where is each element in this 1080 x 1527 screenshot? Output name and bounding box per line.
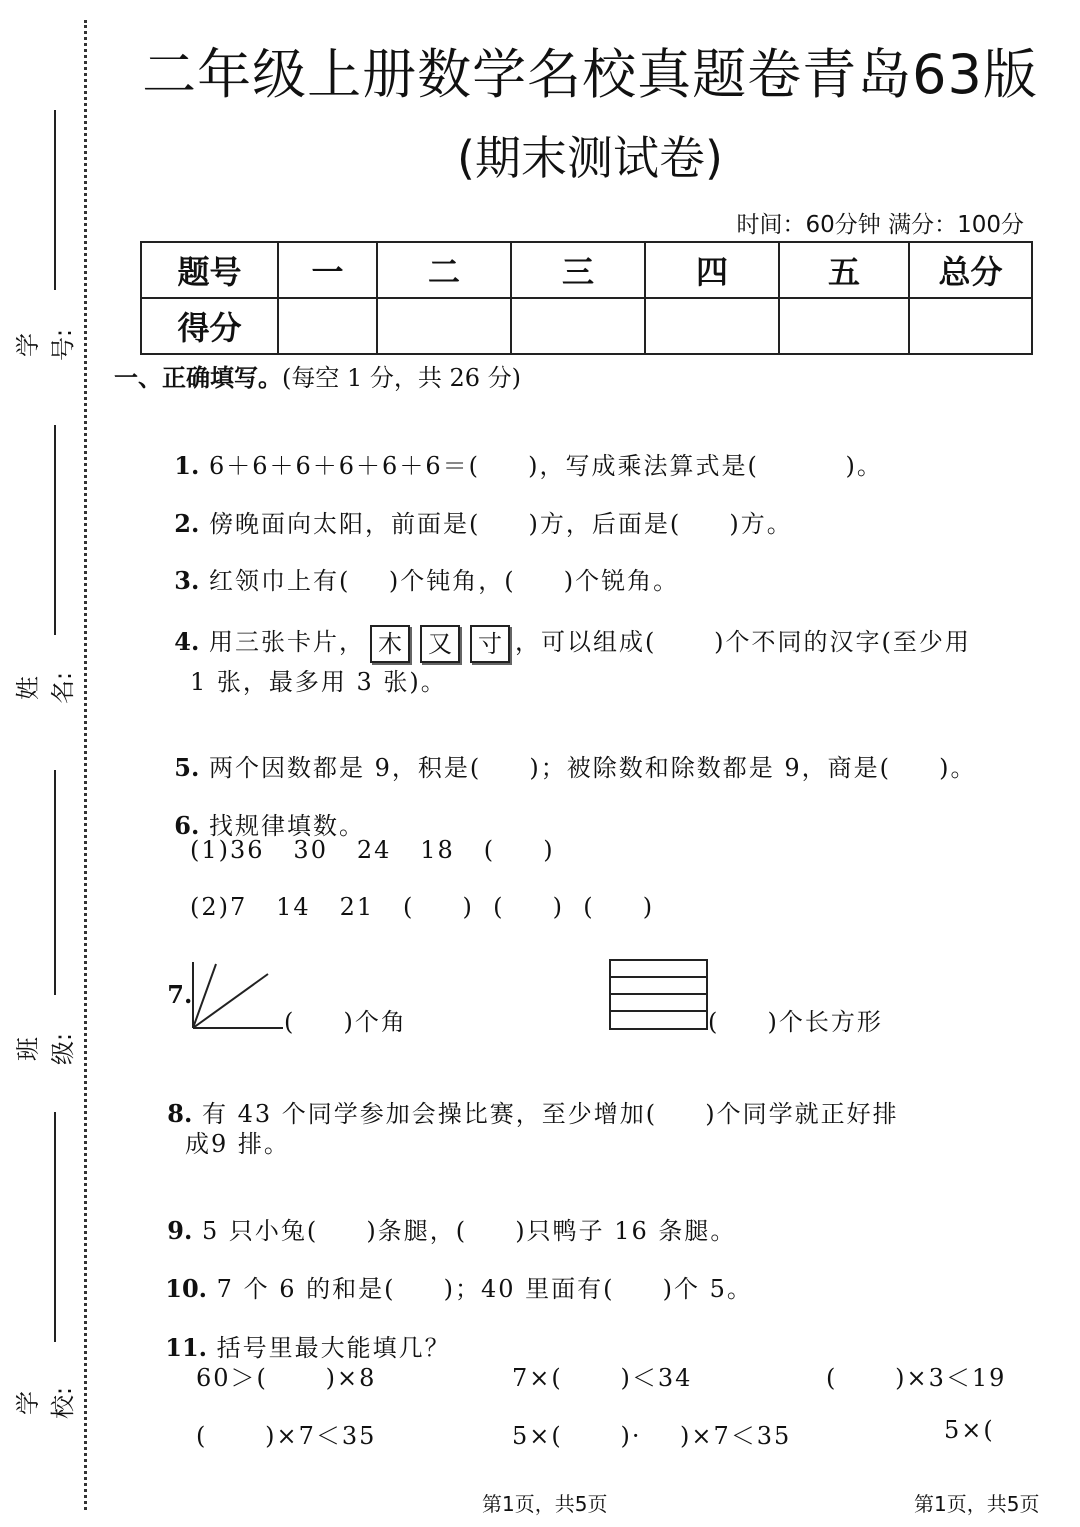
header-cell-1: 一 xyxy=(278,242,377,298)
question-number: 3. xyxy=(174,566,200,595)
question-2 xyxy=(155,476,793,539)
q11-item: ( )×7＜35 xyxy=(196,1422,377,1450)
header-cell-5: 五 xyxy=(779,242,909,298)
question-4-line2: 1 张，最多用 3 张)。 xyxy=(190,668,447,696)
question-text: 傍晚面向太阳，前面是( )方，后面是( )方。 xyxy=(208,510,793,538)
score-row-label: 得分 xyxy=(141,298,278,354)
question-text: 用三张卡片， xyxy=(208,628,365,656)
class-line xyxy=(54,770,56,995)
question-1 xyxy=(155,418,883,481)
question-number: 11. xyxy=(165,1333,208,1362)
question-text-cont: ，可以组成( )个不同的汉字(至少用 xyxy=(514,628,971,656)
question-text: 括号里最大能填几？ xyxy=(216,1334,451,1362)
question-number: 5. xyxy=(174,753,200,782)
question-number: 9. xyxy=(167,1216,193,1245)
angle-ray-mid2 xyxy=(193,974,268,1028)
question-8-line2: 成9 排。 xyxy=(185,1130,290,1158)
question-number: 7. xyxy=(167,980,193,1009)
question-8 xyxy=(148,1066,899,1129)
header-cell-total: 总分 xyxy=(909,242,1032,298)
class-label: 班级: xyxy=(14,1032,77,1066)
question-number: 6. xyxy=(174,811,200,840)
student-no-line xyxy=(54,110,56,290)
question-number: 4. xyxy=(174,627,200,656)
score-cell[interactable] xyxy=(377,298,511,354)
card-you: 又 xyxy=(420,625,460,663)
question-text: 5 只小兔( )条腿，( )只鸭子 16 条腿。 xyxy=(201,1217,737,1245)
question-number: 1. xyxy=(174,451,200,480)
section-heading xyxy=(114,358,521,393)
question-text: 有 43 个同学参加会操比赛，至少增加( )个同学就正好排 xyxy=(201,1100,899,1128)
school-label: 学校: xyxy=(14,1386,77,1420)
student-no-label: 学号: xyxy=(14,328,77,362)
card-mu: 木 xyxy=(370,625,410,663)
question-4 xyxy=(155,594,971,663)
header-cell-2: 二 xyxy=(377,242,511,298)
question-text: 找规律填数。 xyxy=(208,812,365,840)
school-field xyxy=(0,1112,80,1420)
header-cell-3: 三 xyxy=(511,242,645,298)
page-title: 二年级上册数学名校真题卷青岛63版 xyxy=(142,43,1038,106)
q11-item: 60＞( )×8 xyxy=(196,1364,377,1392)
question-11 xyxy=(146,1300,451,1363)
question-7-rect-text: ( )个长方形 xyxy=(708,1008,883,1036)
question-9 xyxy=(148,1183,736,1246)
page-footer-left: 第1页，共5页 xyxy=(482,1492,608,1516)
question-text: 6＋6＋6＋6＋6＋6＝( )，写成乘法算式是( )。 xyxy=(208,452,883,480)
page-subtitle: (期末测试卷) xyxy=(457,131,723,185)
name-line xyxy=(54,425,56,635)
angle-figure xyxy=(188,958,288,1034)
question-6-sub1: (1)36 30 24 18 ( ) xyxy=(190,836,555,864)
rectangle-figure xyxy=(608,958,710,1032)
question-number: 10. xyxy=(165,1274,208,1303)
header-cell-4: 四 xyxy=(645,242,779,298)
card-cun: 寸 xyxy=(470,625,510,663)
class-field xyxy=(0,770,80,1070)
question-text: 红领巾上有( )个钝角，( )个锐角。 xyxy=(208,567,680,595)
score-cell[interactable] xyxy=(779,298,909,354)
section-title: 一、正确填写。 xyxy=(114,363,282,392)
school-line xyxy=(54,1112,56,1342)
score-table-header-row xyxy=(141,242,1032,298)
score-table-score-row xyxy=(141,298,1032,354)
question-6-sub2: (2)7 14 21 ( ) ( ) ( ) xyxy=(190,893,655,921)
score-table xyxy=(140,241,1033,355)
binding-dotted-line xyxy=(84,20,87,1510)
exam-info: 时间：60分钟 满分：100分 xyxy=(736,212,1024,238)
q11-item: 5×( )· )×7＜35 xyxy=(512,1422,792,1450)
q11-item: 5×( xyxy=(944,1416,995,1444)
question-number: 2. xyxy=(174,509,200,538)
q11-item: 7×( )＜34 xyxy=(512,1364,693,1392)
name-label: 姓名: xyxy=(14,671,77,705)
section-note: (每空 1 分，共 26 分) xyxy=(282,364,522,392)
question-number: 8. xyxy=(167,1099,193,1128)
score-cell[interactable] xyxy=(909,298,1032,354)
question-5 xyxy=(155,720,977,783)
question-10 xyxy=(146,1241,753,1304)
page-footer-right: 第1页，共5页 xyxy=(914,1492,1040,1516)
question-6 xyxy=(155,778,365,841)
question-7 xyxy=(148,952,192,1009)
question-7-angle-text: ( )个角 xyxy=(284,1008,407,1036)
header-cell-label: 题号 xyxy=(141,242,278,298)
score-cell[interactable] xyxy=(511,298,645,354)
name-field xyxy=(0,425,80,705)
score-cell[interactable] xyxy=(278,298,377,354)
student-no-field xyxy=(0,110,80,370)
angle-ray-mid1 xyxy=(193,964,216,1028)
question-text: 两个因数都是 9，积是( )；被除数和除数都是 9，商是( )。 xyxy=(208,754,977,782)
score-cell[interactable] xyxy=(645,298,779,354)
question-3 xyxy=(155,533,679,596)
q11-item: ( )×3＜19 xyxy=(826,1364,1007,1392)
question-text: 7 个 6 的和是( )；40 里面有( )个 5。 xyxy=(216,1275,753,1303)
